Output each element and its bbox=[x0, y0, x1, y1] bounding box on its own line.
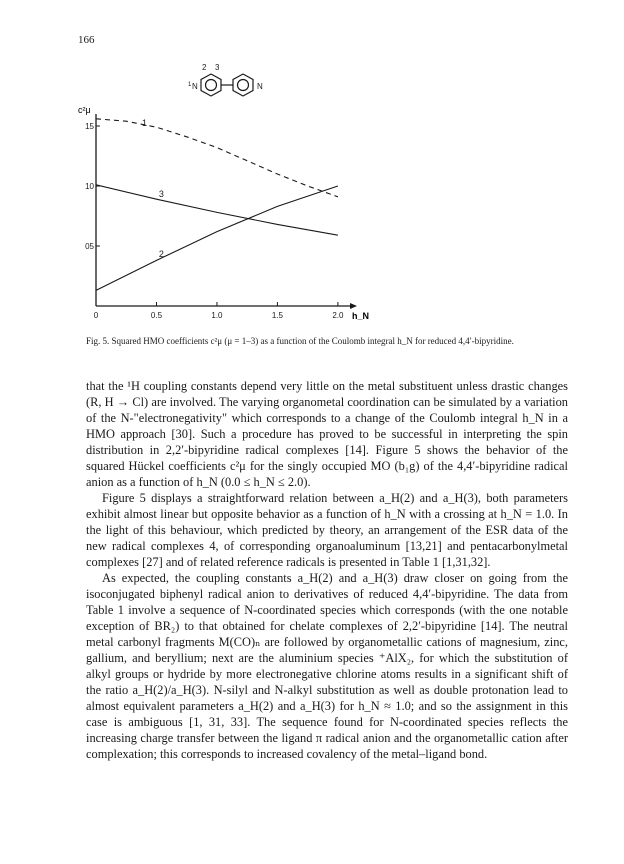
curve-label: 3 bbox=[158, 188, 164, 199]
paragraph: As expected, the coupling constants a_H(2) and a_H(3) draw closer on going from the isoconjugated biphenyl radical anion to derivatives of reduced 4,4′-bipyridine. The data from Table 1 involve a sequence of N-coordinated species which corresponds (with the one notable exception of BR₂) to that obtained for chelate complexes of 2,2′-bipyridine [14]. The neutral metal carbonyl fragments M(CO)ₙ are followed by organometallic cations of magnesium, zinc, gallium, and beryllium; next are the aluminium species ⁺AlX₂, for which the substitution of alkyl groups or hydride by more electronegative chlorine atoms results in a significant shift of the ratio a_H(2)/a_H(3). N-silyl and N-alkyl substitution as well as double protonation lead to almost equivalent parameters a_H(2) and a_H(3) for h_N ≈ 1.0; and so the assignment in this case is ambiguous [1, 31, 33]. The sequence found for N-coordinated species reflects the increasing charge transfer between the ligand π radical anion and the organometallic cation after complexation; this corresponds to increased covalency of the metal–ligand bond. bbox=[86, 571, 568, 761]
page-number: 166 bbox=[78, 34, 95, 46]
atom-label: 1 bbox=[188, 82, 192, 88]
atom-label: 3 bbox=[215, 63, 220, 72]
y-tick-label: 10 bbox=[85, 182, 94, 191]
body-text bbox=[86, 378, 568, 762]
y-axis-label: c²μ bbox=[78, 105, 91, 115]
bipyridine-structure bbox=[180, 60, 290, 102]
hmo-coefficient-chart bbox=[60, 100, 370, 325]
figure-caption: Fig. 5. Squared HMO coefficients c²μ (μ = 1–3) as a function of the Coulomb integral h_N for reduced 4,4′-bipyridine. bbox=[86, 336, 514, 346]
x-tick-label: 1.5 bbox=[271, 311, 283, 320]
aromatic-circle-left bbox=[206, 80, 217, 91]
series-line-2 bbox=[96, 186, 338, 290]
x-tick-label: 2.0 bbox=[332, 311, 344, 320]
pyridine-ring-right bbox=[233, 74, 253, 96]
x-axis-label: h_N bbox=[352, 311, 370, 321]
x-tick-label: 1.0 bbox=[211, 311, 223, 320]
pyridine-ring-left bbox=[201, 74, 221, 96]
aromatic-circle-right bbox=[238, 80, 249, 91]
curve-label: 1 bbox=[141, 118, 147, 128]
x-tick-label: 0.5 bbox=[150, 311, 163, 320]
atom-label: 2 bbox=[202, 63, 207, 72]
paragraph: Figure 5 displays a straightforward relation between a_H(2) and a_H(3), both parameters exhibit almost linear but opposite behavior as a function of h_N with a crossing at h_N = 1.0. In the light of this behaviour, which predicted by theory, an arrangement of the ESR data of the new radical complexes 4, of corresponding organoaluminum [13,21] and pentacarbonylmetal complexes [27] and of related reference radicals is presented in Table 1 [1,31,32]. bbox=[86, 491, 568, 569]
series-line-3 bbox=[96, 185, 338, 235]
nitrogen-label-left: N bbox=[192, 82, 198, 91]
series-line-1 bbox=[96, 119, 338, 197]
paragraph: that the ¹H coupling constants depend very little on the metal substituent unless drastic changes (R, H → Cl) are involved. The varying organometal coordination can be simulated by a variation of the N-"electronegativity" which corresponds to a change of the Coulomb integral h_N in a HMO approach [30]. Such a procedure has proved to be successful in interpreting the spin distribution in 2,2′-bipyridine radical complexes [14]. Figure 5 shows the behavior of the squared Hückel coefficients c²μ for the singly occupied MO (b₁g) of the 4,4′-bipyridine radical anion as a function of h_N (0.0 ≤ h_N ≤ 2.0). bbox=[86, 379, 568, 489]
x-axis-arrow bbox=[350, 303, 357, 309]
y-tick-label: 15 bbox=[85, 122, 94, 131]
x-tick-label: 0 bbox=[93, 311, 99, 320]
curve-label: 2 bbox=[158, 248, 164, 259]
nitrogen-label-right: N bbox=[257, 82, 263, 91]
y-tick-label: 05 bbox=[85, 242, 94, 251]
